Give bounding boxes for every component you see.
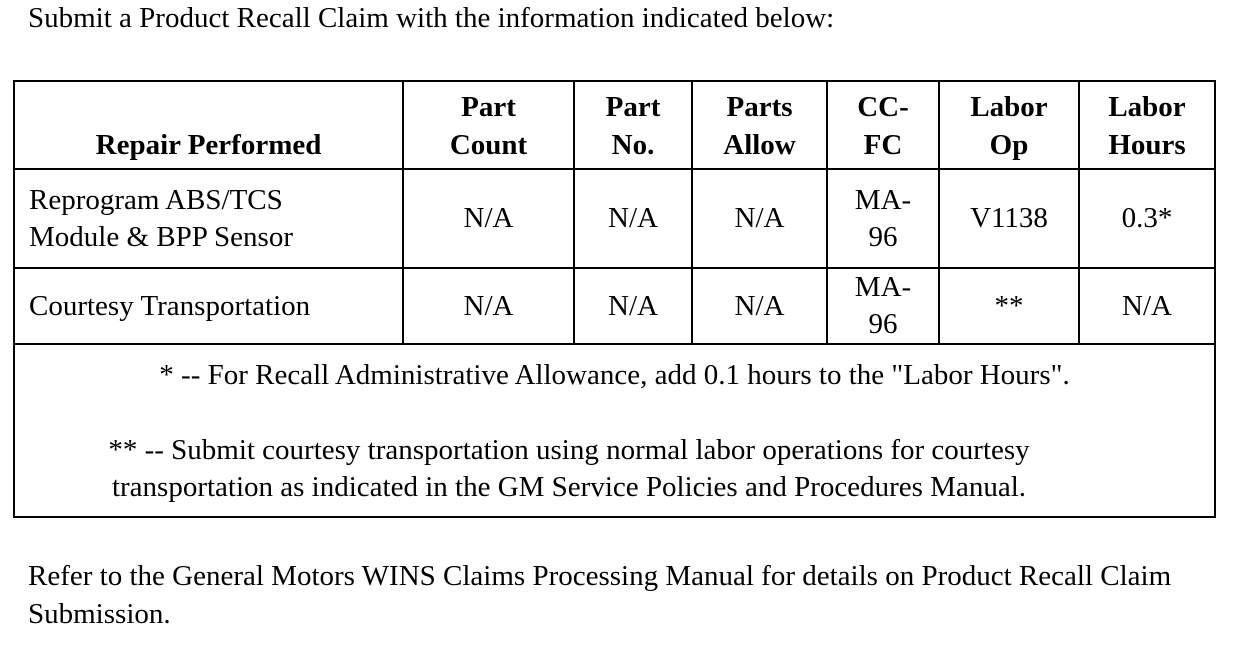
header-part-count: Part Count: [403, 81, 574, 169]
header-cc-fc: CC-FC: [827, 81, 939, 169]
repair-performed-cell: Courtesy Transportation: [14, 268, 403, 344]
notes-cell: [14, 344, 1215, 517]
table-header-row: [14, 81, 1215, 169]
header-parts-allow: Parts Allow: [692, 81, 827, 169]
note-courtesy-transportation: ** -- Submit courtesy transportation using normal labor operations for courtesy transportation as indicated in the GM Service Policies and Procedures Manual.: [108, 434, 1030, 503]
part-count-cell: N/A: [403, 268, 574, 344]
recall-claim-table: [13, 80, 1216, 518]
labor-op-cell: V1138: [939, 169, 1079, 268]
notes-row: [14, 344, 1215, 517]
header-labor-op: Labor Op: [939, 81, 1079, 169]
note-admin-allowance: * -- For Recall Administrative Allowance, add 0.1 hours to the "Labor Hours".: [159, 359, 1070, 391]
repair-performed-cell: Reprogram ABS/TCS Module & BPP Sensor: [14, 169, 403, 268]
labor-hours-cell: N/A: [1079, 268, 1215, 344]
intro-text: Submit a Product Recall Claim with the information indicated below:: [28, 2, 835, 34]
part-count-cell: N/A: [403, 169, 574, 268]
header-part-no: Part No.: [574, 81, 692, 169]
header-repair-performed: Repair Performed: [14, 81, 403, 169]
footer-text: Refer to the General Motors WINS Claims Processing Manual for details on Product Recall Claim Submission.: [28, 560, 1172, 630]
parts-allow-cell: N/A: [692, 169, 827, 268]
labor-op-cell: **: [939, 268, 1079, 344]
table-row: [14, 169, 1215, 268]
cc-fc-cell: MA-96: [827, 268, 939, 344]
header-labor-hours: Labor Hours: [1079, 81, 1215, 169]
labor-hours-cell: 0.3*: [1079, 169, 1215, 268]
cc-fc-cell: MA-96: [827, 169, 939, 268]
part-no-cell: N/A: [574, 169, 692, 268]
parts-allow-cell: N/A: [692, 268, 827, 344]
table-row: [14, 268, 1215, 344]
part-no-cell: N/A: [574, 268, 692, 344]
